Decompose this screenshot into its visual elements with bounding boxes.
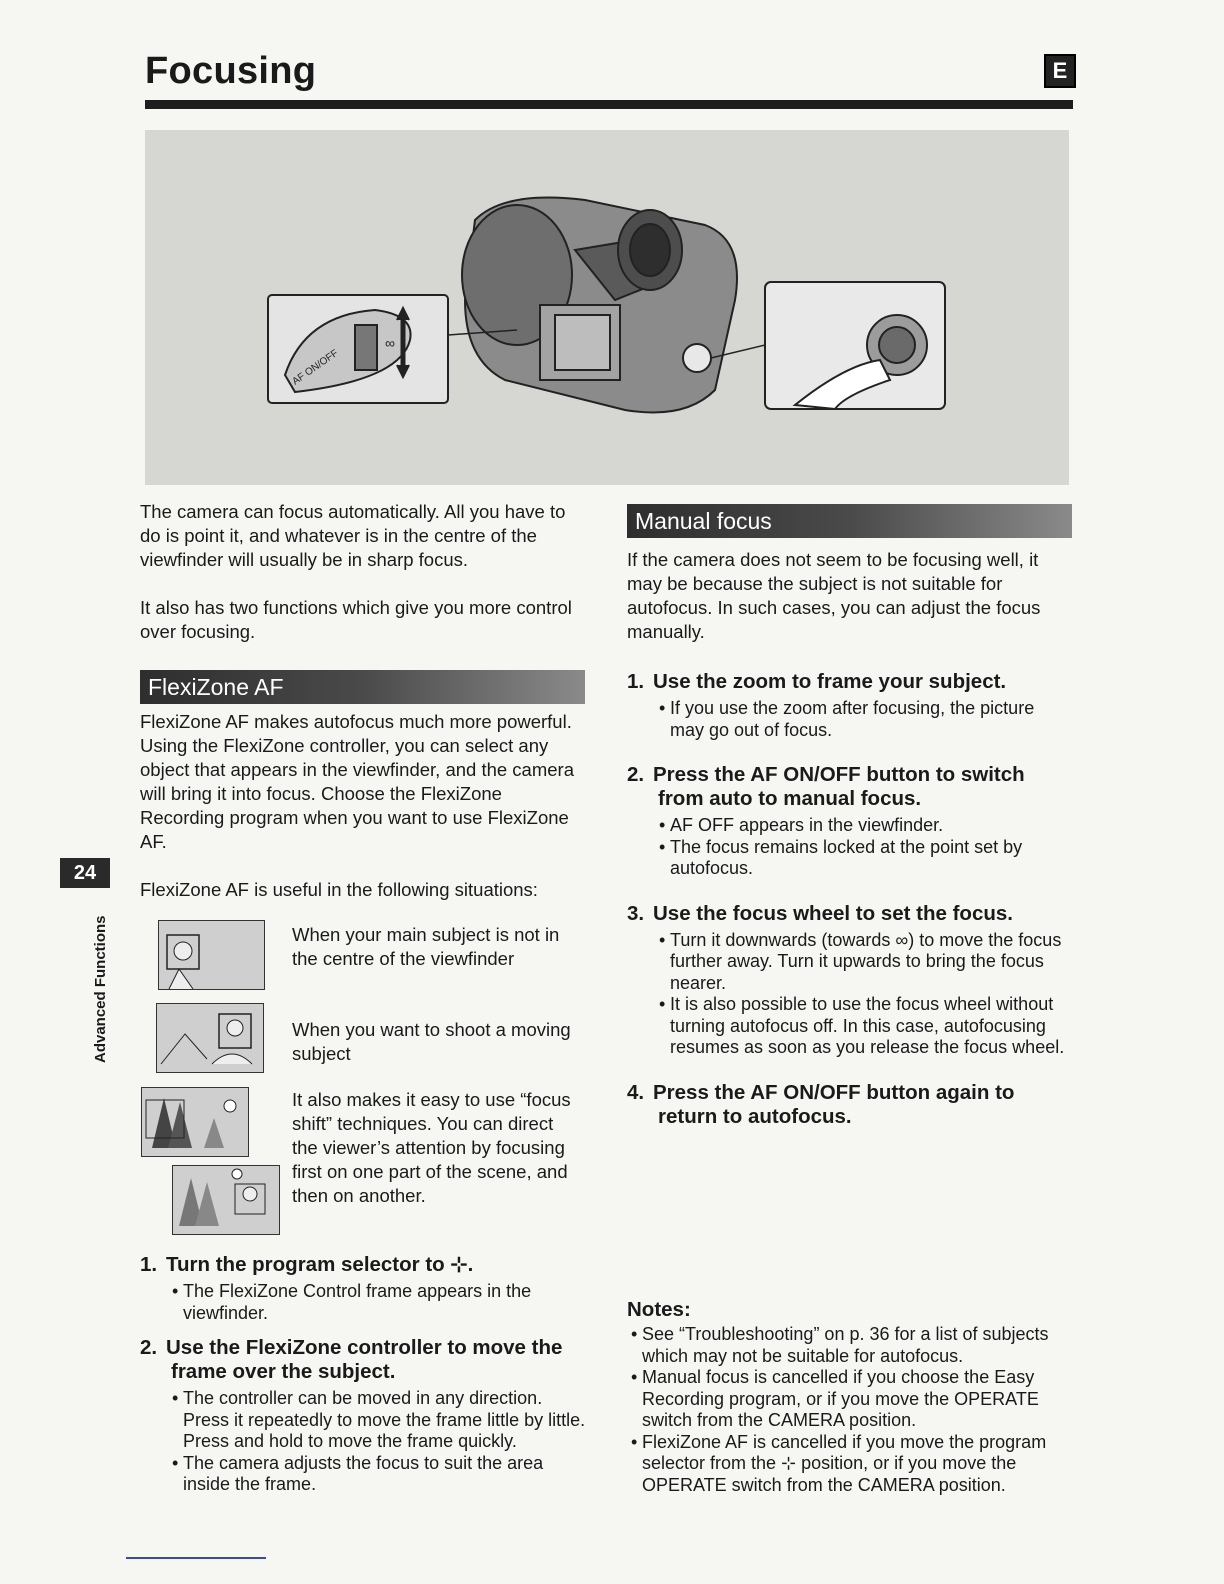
- notes-block: [627, 1298, 1077, 1496]
- section-side-label: Advanced Functions: [92, 915, 109, 1063]
- notes-title: Notes:: [627, 1298, 691, 1321]
- manual-step-1-bullets: • If you use the zoom after focusing, the picture may go out of focus.: [627, 698, 1072, 741]
- situation-text-1: When your main subject is not in the centre of the viewfinder: [292, 924, 560, 969]
- intro-paragraph-1: The camera can focus automatically. All you have to do is point it, and whatever is in the centre of the viewfinder will usually be in sharp focus.: [140, 501, 566, 570]
- flexizone-controller-callout: [711, 282, 945, 409]
- situation-thumb-shift-b: [172, 1165, 280, 1235]
- notes-list: [627, 1324, 1077, 1496]
- flexizone-heading: FlexiZone AF: [140, 670, 585, 704]
- situation-thumb-moving: [156, 1003, 264, 1073]
- note-item: • See “Troubleshooting” on p. 36 for a list of subjects which may not be suitable for autofocus.: [642, 1324, 1077, 1367]
- situation-text-2: When you want to shoot a moving subject: [292, 1019, 571, 1064]
- right-column: [627, 500, 1072, 1129]
- manual-step-1: 1. Use the zoom to frame your subject.: [627, 670, 1007, 693]
- camcorder-drawing: [145, 130, 1069, 485]
- flexizone-step-2-bullets: • The controller can be moved in any direction. Press it repeatedly to move the frame little by little. Press and hold to move the frame quickly. • The camera adjusts the focus to suit the area inside the frame.: [140, 1388, 590, 1496]
- flexizone-step-1-bullets: • The FlexiZone Control frame appears in the viewfinder.: [140, 1281, 590, 1324]
- note-item: • Manual focus is cancelled if you choose the Easy Recording program, or if you move the OPERATE switch from the CAMERA position.: [642, 1367, 1077, 1432]
- manual-step-2: 2. Press the AF ON/OFF button to switch from auto to manual focus.: [627, 763, 1025, 810]
- manual-step-3-bullets: • Turn it downwards (towards ∞) to move the focus further away. Turn it upwards to bring the focus nearer. • It is also possible to use the focus wheel without turning autofocus off. In this case, autofocusing resumes as soon as you release the focus wheel.: [627, 930, 1072, 1059]
- flexizone-useful-intro: FlexiZone AF is useful in the following situations:: [140, 879, 538, 900]
- flexizone-step-1: 1. Turn the program selector to ⊹.: [140, 1253, 474, 1276]
- language-badge: E: [1044, 54, 1076, 88]
- flexizone-body: FlexiZone AF makes autofocus much more powerful. Using the FlexiZone controller, you can select any object that appears in the viewfinder, and the camera will bring it into focus. Choose the FlexiZone Recording program when you want to use FlexiZone AF.: [140, 711, 574, 852]
- program-selector-icon: ⊹.: [450, 1253, 474, 1276]
- manual-step-2-bullets: • AF OFF appears in the viewfinder. • The focus remains locked at the point set by autofocus.: [627, 815, 1072, 880]
- footer-rule: [126, 1557, 266, 1559]
- page-title: Focusing: [145, 50, 317, 92]
- camera-illustration: [145, 130, 1069, 485]
- situation-thumb-shift-a: [141, 1087, 249, 1157]
- manual-focus-body: If the camera does not seem to be focusing well, it may be because the subject is not suitable for autofocus. In such cases, you can adjust the focus manually.: [627, 549, 1041, 642]
- title-rule: [145, 100, 1073, 109]
- intro-paragraph-2: It also has two functions which give you more control over focusing.: [140, 597, 572, 642]
- left-column: [140, 500, 585, 902]
- note-item: • FlexiZone AF is cancelled if you move the program selector from the ⊹ position, or if you move the OPERATE switch from the CAMERA position.: [642, 1432, 1077, 1497]
- manual-step-4: 4. Press the AF ON/OFF button again to return to autofocus.: [627, 1080, 1015, 1128]
- af-onoff-label: AF ON/OFF: [290, 347, 341, 388]
- situation-text-3: It also makes it easy to use “focus shift” techniques. You can direct the viewer’s attention by focusing first on one part of the scene, and then on another.: [292, 1089, 571, 1206]
- manual-step-3: 3. Use the focus wheel to set the focus.: [627, 901, 1013, 925]
- manual-focus-heading: Manual focus: [627, 504, 1072, 538]
- situation-thumb-off-centre: [158, 920, 265, 990]
- page-number-tab: 24: [60, 858, 110, 888]
- infinity-label: ∞: [385, 335, 395, 351]
- flexizone-step-2: 2. Use the FlexiZone controller to move the frame over the subject.: [140, 1336, 563, 1383]
- flexizone-steps: [140, 1253, 590, 1496]
- camcorder-body: [462, 198, 737, 413]
